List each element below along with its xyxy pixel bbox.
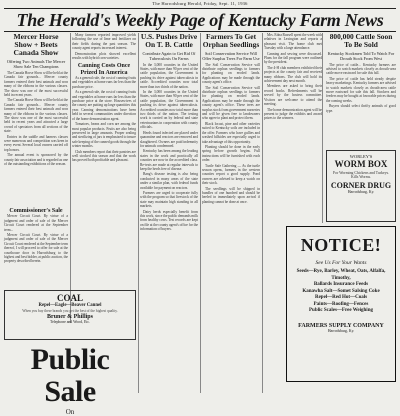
ad-title: WORM BOX	[334, 159, 388, 169]
ad-text: When you buy these brands you get the best of the highest quality.	[22, 309, 118, 313]
worm-box-ad	[326, 150, 396, 222]
article-col2	[72, 33, 136, 285]
column-rule	[322, 33, 323, 223]
article-body: As a general rule, the cost of canning fruits and vegetables at home runs far less than the purchase price. As a general rule, the cost of canning fruits and vegetables at home runs far less than the purchase price at the store. Housewives of the county are putting up large quantities this year. Canning demonstrations have been held in several communities under direction of the home demonstration agent. Tomatoes, beans and corn are among the most popular products. Fruits are also being preserved in large amounts. Proper sealing and sterilizing of jars is emphasized to insure safe keeping of the canned goods through the winter months. Club members report that their pantries are well stocked this season and that the work has proved both profitable and pleasant.	[72, 76, 136, 163]
article-body: Mercer Circuit Court. By virtue of a judgment and order of sale of the Mercer Circuit Court rendered at the September term... Mercer Circuit Court. By virtue of a judgment and order of sale of the Mercer Circuit Court rendered at the September term thereof, I will proceed to offer for sale at the courthouse door in Harrodsburg to the highest and best bidder, at public auction, the property described herein.	[4, 214, 68, 264]
ad-subtitle: Repel—Eagle—Beaver Cannel	[38, 303, 102, 308]
article-headline: Mercer Horse Show + Beets Canada Show	[13, 32, 59, 57]
page-masthead: The Herald's Weekly Page of Kentucky Farm News	[4, 8, 396, 32]
notice-title: NOTICE!	[300, 235, 382, 255]
coal-advertisement	[4, 290, 136, 340]
column-rule	[138, 33, 139, 393]
column-rule	[70, 33, 71, 323]
public-sale-title: Public Sale	[30, 343, 110, 408]
article-body: The Soil Conservation Service will distribute orphan seedlings to farmers for planting on eroded lands. Applications may be made through the county agent's office. The Soil Conservation Service will distribute orphan seedlings to farmers for planting on eroded lands. Applications may be made through the county agent's office. These trees are surplus stock from government nurseries and will be given free to landowners who agree to plant and protect them. Black locust, pine and other varieties suited to Kentucky soils are included in the offer. Farmers who have gullies and washed hillsides are especially urged to take advantage of this opportunity. Planting should be done in the early spring before growth begins. Full instructions will be furnished with each order. Turtle Safe Gathering — As the turtle season opens, farmers in the western counties report a good supply. Pond owners are advised to keep a watch on their stock. The seedlings will be shipped in bundles of one hundred and should be heeled in immediately upon arrival if planting cannot be done at once.	[202, 62, 260, 204]
article-body: In the 3,000 counties in the United States, with more than 90 per cent of the cattle population, the Government is pushing its drive against tuberculosis in cattle. Accredited counties now total more than two thirds of the nation. In the 3,000 counties in the United States, with more than 90 per cent of the cattle population, the Government is pushing its drive against tuberculosis. Accredited counties now total more than two thirds of the nation. The testing work is carried on by federal and state veterinarians in cooperation with county officials. Herds found infected are placed under quarantine and reactors are removed and slaughtered. Owners are paid indemnity for animals condemned. Kentucky has been among the leading states in the work and practically all counties are now in the accredited class. Re-tests are made at regular intervals to keep the herds free of disease. Bang's disease testing is also being conducted in many areas of the state under a similar plan, with federal funds available for payment on reactors. Farmers are urged to cooperate fully with the program so that livestock of the state may maintain high standing in all markets. Dairy herds especially benefit from this work, since the public demands milk from healthy cows. Test records are kept on file at the county agent's office for the information of buyers.	[140, 62, 198, 232]
public-sale-sub: On	[65, 408, 75, 416]
notice-items: Seeds—Rye, Barley, Wheat, Oats, Alfalfa, Timothy, Ballards Insurance Feeds Kanawha Salt—Somet Salsing Coke Repel—Red Hot—Coals Paints—Roofing—Fences Public Scales—Free Weighing	[296, 269, 386, 313]
ad-firm: Bruner & Phillips	[47, 314, 93, 320]
article-deck: Offering Two Animals The Mercer Show Sale Ten Champions	[6, 58, 66, 69]
notice-tagline: See Us For Your Wants	[315, 260, 367, 266]
article-headline: Canning Costs Once Prized In America	[77, 63, 131, 76]
article-body: Many farmers reported improved yields following the use of lime and fertilizer on their fields during the past season. The county agent reports increased interest. Demonstration plots showed excellent results with hybrid corn varieties.	[72, 33, 136, 61]
article-headline: Farmers To Get Orphan Seedlings	[202, 32, 260, 49]
notice-advertisement	[286, 226, 396, 382]
article-col5	[264, 33, 322, 223]
ad-city: Harrodsburg, Ky.	[347, 190, 375, 194]
article-body: The price of cattle... Kentucky farmers are advised to watch markets closely as drouth-area cattle move eastward for sale this fall. The price of cattle has held steady despite heavy marketings. Kentucky farmers are advised to watch markets closely as drouth-area cattle move eastward for sale this fall. Stockers and feeders may be bought at favorable prices during the coming weeks. Buyers should select thrifty animals of good type.	[326, 62, 396, 113]
column-rule	[200, 33, 201, 393]
notice-firm: FARMERS SUPPLY COMPANY	[298, 322, 384, 329]
ad-store: CORNER DRUG	[330, 181, 392, 190]
ad-title: COAL	[56, 293, 83, 303]
article-headline: 800,000 Cattle Soon To Be Sold	[329, 32, 393, 49]
article-body: Mrs. Edna Russell spent the week with relatives in Lexington and reports a pleasant visit. The home club met Tuesday with a large attendance. Canning and sewing were discussed. Plans for the fall program were outlined by the president. The 4-H club members exhibited their projects at the county fair and received many ribbons. The club will hold its achievement day next month. Members are asked to bring their record books. Refreshments will be served by the hostess committee. Visitors are welcome to attend the meeting. The home demonstration agent will be present to judge the exhibits and award prizes to the winners.	[264, 33, 322, 121]
article-deck: Contribute Again to Get Rid Of Tuberculosis On Farms	[142, 50, 196, 61]
folio-line: The Harrodsburg Herald, Friday, Sept. 11, 1936	[152, 1, 248, 6]
article-headline: Commissioner's Sale	[9, 208, 63, 214]
public-sale-ad	[4, 343, 136, 416]
article-tb-cattle	[140, 33, 198, 393]
article-orphan-seedlings	[202, 33, 260, 393]
ad-brand: WORLEY'S	[349, 154, 373, 159]
article-deck: Soil Conservation Service Will Offer Surplus Trees For Farm Use	[202, 50, 260, 61]
article-deck: Kentucky Stockmen Told To Watch For Drouth Stock From West	[327, 50, 395, 61]
ad-lines: For Worming Chickens and Turkeys. Kills Worms.	[332, 171, 390, 179]
notice-address: Harrodsburg, Ky.	[327, 328, 355, 333]
ad-note: Telephone and Wood, Etc.	[50, 320, 90, 324]
column-rule	[262, 33, 263, 393]
article-commissioners-sale	[4, 208, 68, 288]
article-horse-show	[4, 33, 68, 203]
article-cattle-sold	[326, 33, 396, 143]
article-headline: U.S. Pushes Drive On T. B. Cattle	[140, 32, 198, 49]
article-body: The Canada Horse Show will be held at the Canada fair grounds... Mercer county farmers entered their best animals and won many of the ribbons in the various classes. The show was one of the most successful held in recent years. The Canada Horse Show will be held at the Canada fair grounds... Mercer county farmers entered their best animals and won many of the ribbons in the various classes. The show was one of the most successful held in recent years and attracted a large crowd of spectators from all sections of the state. Entries in the saddle and harness classes were numerous and competition was keen in every event. Several local owners carried off top honors. The annual event is sponsored by the county fair association and is regarded as one of the outstanding exhibitions of the season.	[4, 70, 68, 167]
